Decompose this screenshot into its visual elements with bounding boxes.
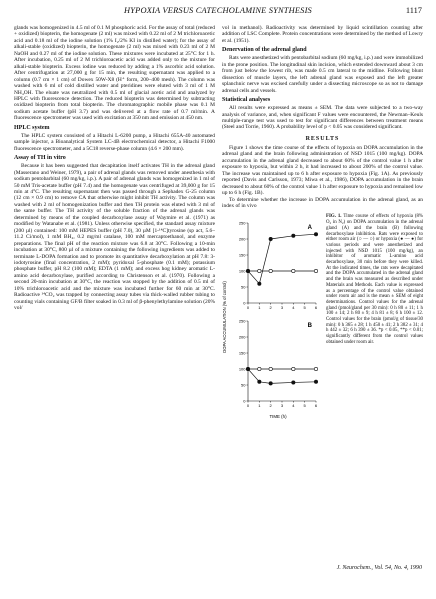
section-heading-denervation: Denervation of the adrenal gland (222, 47, 307, 54)
page-number: 1117 (405, 6, 422, 15)
x-axis-label: TIME (h) (269, 414, 287, 420)
paragraph: The HPLC system consisted of a Hitachi L-6200 pump, a Hitachi 655A-40 automated sample injector, a Bioanalytical System LC-4B electrochemical detector, a Hitachi F1000 fluorescence spectrometer, and a 5C18 reverse-phase column (4.6 × 200 mm). (14, 132, 215, 152)
y-tick-label: 200 (238, 334, 246, 340)
x-tick-label: 4 (292, 403, 295, 409)
paragraph: Because it has been suggested that decapitation itself activates TH in the adrenal gland (Masserano and Weiner, 1979), a pair of adrenal glands was removed under anesthesia with sodium pentobarbital (60 mg/kg, i.p.). A pair of adrenal glands was homogenized in 1 ml of 50 mM Tris-acetate buffer (pH 7.4) and the homogenate was centrifuged at 39,000 g for 15 min at 4°C. The resulting supernatant then was passed through a Sephadex G-25 column (12 cm × 0.9 cm) to remove CA that otherwise might inhibit TH activity. The column was washed with 2 ml of homogenization buffer and then TH protein was eluted with 3 ml of the same buffer. The TH activity of the soluble fraction of the adrenal glands was determined by means of the coupled decarboxylase assay of Waymire et al. (1971) as modified by Watanabe et al. (1981). Unless otherwise specified, the standard assay mixture (200 µl) contained: 100 mM HEPES buffer (pH 7.0), 30 µM [1-¹⁴C]tyrosine (sp act, 5.6–11.2 Ci/mol), 1 mM BH₄, 0.2 mg/ml catalase, 100 mM mercaptoethanol, and enzyme preparations. The final pH of the reaction mixture was 6.8 at 30°C. Following a 10-min incubation at 30°C, 800 µl of a mixture containing the following ingredients was added to terminate L-DOPA formation and to promote its quantitative decarboxylation at pH 7.8: 3-iodotyrosine (final concentration, 2 mM); pyridoxal 5-phosphate (0.1 mM); potassium phosphate buffer, pH 8.2 (100 mM); EDTA (1 mM); and excess hog kidney aromatic L-amino acid decarboxylase, purified according to Christenson et al. (1970). Following a second 20-min incubation at 30°C, the reaction was stopped by the addition of 0.5 ml of 10% trichloroacetic acid and the mixture was incubated further for 60 min at 30°C. Radioactive ¹⁴CO₂ was trapped by connecting assay tubes via thick-walled rubber tubing to counting vials containing GF/B filter soaked in 0.3 ml of β-phenylethylamine solution (20% vol/ (14, 163, 215, 312)
journal-footer: J. Neurochem., Vol. 54, No. 4, 1990 (336, 565, 422, 571)
caption-label: FIG. 1. (326, 214, 342, 220)
room-air-point (269, 270, 272, 273)
hypoxia-point (292, 381, 295, 384)
paragraph: vol in methanol). Radioactivity was determined by liquid scintillation counting after addition of LSC Complete. Protein concentrations were determined by the method of Lowry et al. (1951). (222, 25, 423, 44)
hypoxia-point (314, 381, 317, 384)
room-air-point (314, 270, 317, 273)
panel-letter: B (307, 323, 312, 330)
x-tick-label: 1 (258, 403, 261, 409)
y-tick-label: 50 (241, 284, 246, 290)
y-tick-label: 200 (238, 236, 246, 242)
running-title: HYPOXIA VERSUS CATECHOLAMINE SYNTHESIS (124, 6, 312, 15)
hypoxia-point (314, 233, 317, 236)
hypoxia-point (269, 382, 272, 385)
x-tick-label: 0 (246, 305, 250, 311)
room-air-point (314, 368, 317, 371)
y-tick-label: 150 (238, 350, 246, 356)
x-tick-label: 3 (280, 403, 284, 409)
running-header (14, 6, 422, 18)
x-tick-label: 5 (303, 305, 306, 311)
paragraph: To determine whether the increase in DOPA accumulation in the adrenal gland, as an index of in vivo (222, 196, 423, 209)
hypoxia-point (246, 368, 249, 371)
y-tick-label: 0 (243, 398, 246, 404)
section-heading-th-assay: Assay of TH in vitro (14, 155, 66, 162)
y-tick-label: 100 (238, 366, 246, 372)
panel-letter: A (307, 225, 312, 232)
x-tick-label: 5 (303, 403, 306, 409)
y-tick-label: 250 (238, 220, 246, 226)
paragraph: glands was homogenized in 4.5 ml of 0.1 M phosphoric acid. For the assay of total (reduced + oxidized) biopterin, the homogenate (2 ml) was mixed with 0.22 ml of 2 M trichloroacetic acid and 0.18 ml of the iodine solution (1% I₂/2% KI in distilled water); for the assay of alkali-stable (oxidized) biopterin, the homogenate (2 ml) was mixed with 0.23 ml of 2 M NaOH and 0.27 ml of the iodine solution. These mixtures were incubated at 25°C for 1 h. After incubation, 0.25 ml of 2 M trichloroacetic acid was added only to the mixture for alkali-stable biopterin. Excess iodine was reduced by adding a 1% ascorbic acid solution. After centrifugation at 27,000 g for 15 min, the resulting supernatant was applied to a column (0.7 cm × 1 cm) of Dowex 50W-X8 (H⁺ form, 200–400 mesh). The column was washed with 6 ml of cold distilled water and pteridines were eluted with 3 ml of 1 M NH₄OH. The eluate was neutralized with 0.5 ml of glacial acetic acid and analyzed by HPLC with fluorescence detection. The reduced biopterin was determined by subtracting oxidized biopterin from total biopterin. The chromatographic mobile phase was 0.1 M sodium acetate buffer (pH 3.7) and was delivered at a flow rate of 0.7 ml/min. A fluorescence spectrometer was used with excitation at 350 nm and emission at 450 nm. (14, 25, 215, 122)
x-tick-label: 0 (246, 403, 250, 409)
y-tick-label: 150 (238, 252, 246, 258)
figure-1-chart (222, 215, 320, 420)
left-column (14, 25, 215, 312)
x-tick-label: 6 (314, 305, 318, 311)
room-air-point (292, 270, 295, 273)
x-tick-label: 2 (269, 305, 272, 311)
hypoxia-point (258, 381, 261, 384)
paragraph: Figure 1 shows the time course of the effects of hypoxia on DOPA accumulation in the adrenal gland and the brain following administration of NSD 1015 (100 mg/kg). DOPA accumulation in the adrenal gland decreased to about 60% of the control value 1 h after exposure to hypoxia, but within 2 h, it had increased to about 200% of the control value. The increase was maintained up to 6 h after exposure to hypoxia (Fig. 1A). As previously reported (Davis and Carlsson, 1973; Miwa et al., 1986), DOPA accumulation in the brain decreased to about 60% of the control value 1 h after exposure to hypoxia and remained low up to 6 h (Fig. 1B). (222, 144, 423, 197)
paragraph: All results were expressed as means ± SEM. The data were subjected to a two-way analysis of variance, and, when significant F values were encountered, the Newman–Keuls multiple-range test was used to test for significant differences between treatment means (Steel and Torrie, 1960). A probability level of p < 0.05 was considered significant. (222, 105, 423, 131)
x-tick-label: 2 (269, 403, 272, 409)
caption-text: Time course of effects of hypoxia (8% O₂ in N₂) on DOPA accumulation in the adrenal gland (A) and the brain (B) following decarboxylase inhibition. Rats were exposed to either room air (○ — ○) or hypoxia (● — ●) for various periods and were anesthetized and injected with NSD 1015 (100 mg/kg), an inhibitor of aromatic L-amino acid decarboxylase, 30 min before they were killed. At the indicated times, the rats were decapitated and the DOPA accumulated in the adrenal gland and the brain was measured as described under Materials and Methods. Each value is expressed as a percentage of the control value obtained under room air and is the mean ± SEM of eight determinations. Control values for the adrenal gland (pmol/gland per 30 min): 0 h 80 ± 11; 1 h 100 ± 14; 2 h 80 ± 9; 4 h 81 ± 8; 6 h 100 ± 12. Control values for the brain (pmol/g of tissue/30 min): 0 h 365 ± 28; 1 h 450 ± 41; 2 h 382 ± 31; 4 h 442 ± 32; 6 h 390 ± 36. *p < 0.05, **p < 0.01; significantly different from the control values obtained under room air. (326, 214, 423, 345)
room-air-point (292, 368, 295, 371)
hypoxia-series-line (248, 235, 316, 285)
section-heading-hplc: HPLC system (14, 124, 50, 131)
figure-1 (222, 212, 423, 423)
room-air-point (258, 270, 261, 273)
section-heading-statistics: Statistical analyses (222, 97, 271, 104)
paragraph: Rats were anesthetized with pentobarbital sodium (60 mg/kg, i.p.) and were immobilized in the prone position. The longitudinal skin incision, which extended downward about 3 cm from just below the lowest rib, was made 0.5 cm lateral to the midline. Following blunt dissection of muscle layers, the left adrenal gland was exposed and the left greater splanchnic nerve was excised carefully under a dissecting microscope so as not to damage adrenal cells and vessels. (222, 55, 423, 94)
x-tick-label: 6 (314, 403, 318, 409)
y-tick-label: 50 (241, 382, 246, 388)
x-tick-label: 3 (280, 305, 284, 311)
hypoxia-point (269, 238, 272, 241)
right-column (222, 25, 423, 423)
hypoxia-point (292, 235, 295, 238)
section-heading-results: RESULTS (305, 135, 340, 142)
figure-caption (326, 214, 423, 345)
x-tick-label: 1 (258, 305, 261, 311)
y-tick-label: 0 (243, 300, 246, 306)
x-tick-label: 4 (292, 305, 295, 311)
y-tick-label: 100 (238, 268, 246, 274)
y-tick-label: 250 (238, 318, 246, 324)
room-air-point (269, 368, 272, 371)
hypoxia-point (258, 283, 261, 286)
hypoxia-point (246, 270, 249, 273)
y-axis-label: DOPA ACCUMULATION (% of control) (222, 281, 227, 354)
room-air-point (258, 368, 261, 371)
